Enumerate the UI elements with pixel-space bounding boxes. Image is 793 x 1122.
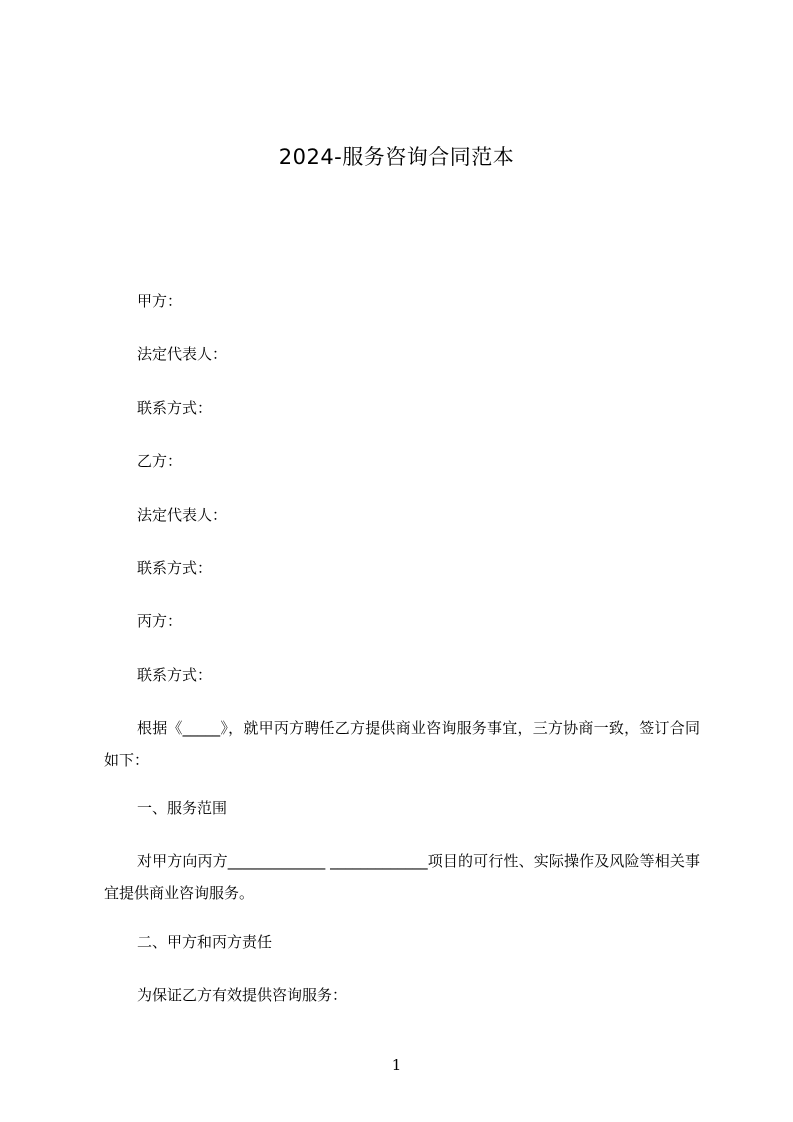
party-c-label: 丙方：	[137, 612, 183, 630]
party-b-label: 乙方：	[137, 452, 183, 470]
party-b-representative-label: 法定代表人：	[137, 506, 228, 524]
section-1-body: 对甲方向丙方_____________ _____________项目的可行性、实际操作及风险等相关事宜提供商业咨询服务。	[104, 852, 700, 902]
party-a-label: 甲方：	[137, 292, 183, 310]
party-c-contact-label: 联系方式：	[137, 666, 213, 684]
section-2-intro: 为保证乙方有效提供咨询服务：	[137, 986, 348, 1004]
intro-paragraph: 根据《_____》，就甲丙方聘任乙方提供商业咨询服务事宜，三方协商一致，签订合同如下：	[104, 719, 700, 769]
party-a-representative-label: 法定代表人：	[137, 345, 228, 363]
page-number: 1	[391, 1056, 402, 1074]
section-1-heading: 一、服务范围	[137, 799, 228, 817]
party-a-contact-label: 联系方式：	[137, 399, 213, 417]
section-2-heading: 二、甲方和丙方责任	[137, 933, 273, 951]
party-b-contact-label: 联系方式：	[137, 559, 213, 577]
document-title: 2024-服务咨询合同范本	[278, 145, 515, 169]
